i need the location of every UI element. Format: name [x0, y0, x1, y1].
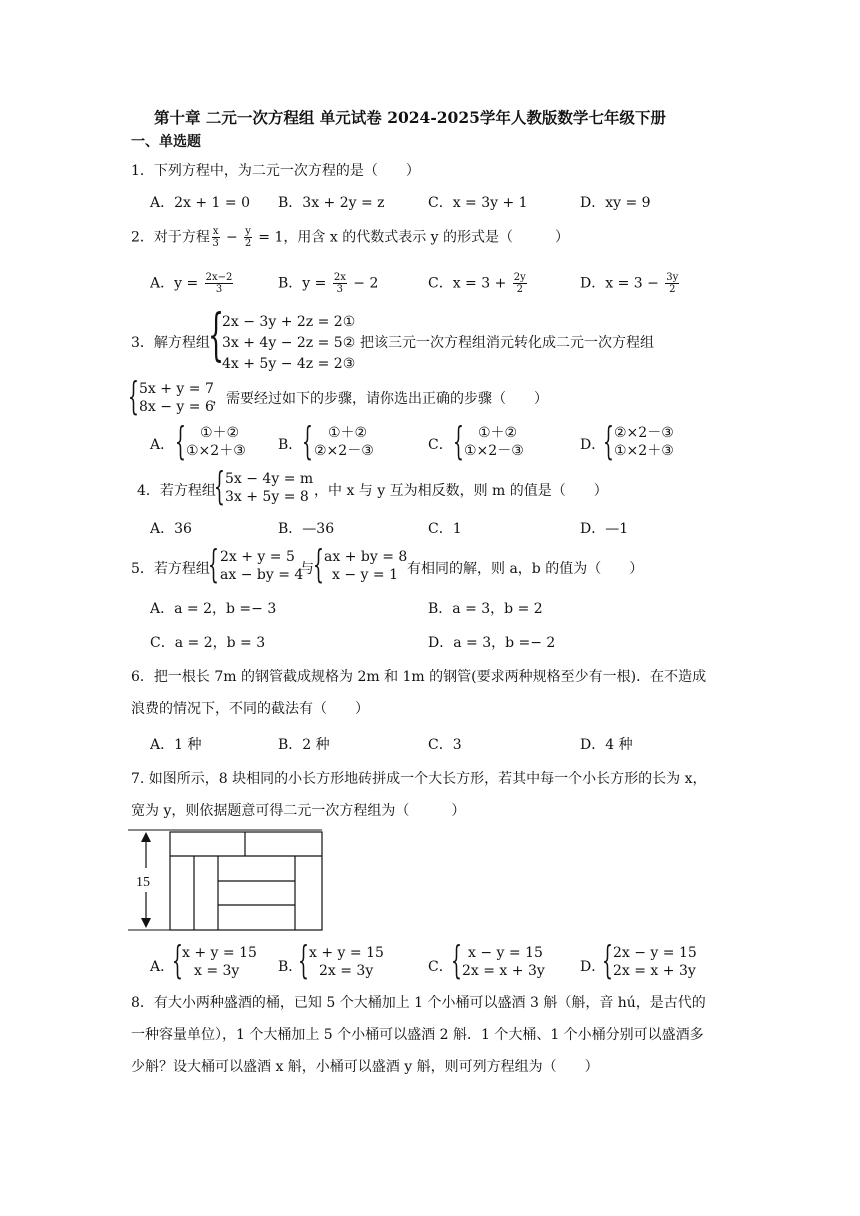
q5-brace-2: {	[313, 542, 324, 586]
q6-option-c[interactable]: C．3	[428, 737, 462, 753]
q2-stem: 2．对于方程 $\frac{x}{3}$ − $\frac{y}{2}$ = 1，用含 x 的代数式表示 y 的形式是（ ）	[131, 226, 570, 249]
section-heading: 一、单选题	[131, 134, 201, 150]
q5-option-d[interactable]: D．a = 3，b =− 2	[428, 635, 556, 651]
q5-system-2: ax + by = 8 x − y = 1	[324, 549, 408, 583]
q7-option-b[interactable]: B．	[278, 959, 303, 975]
q2-option-a[interactable]: A．y = $\frac{2x-2}{3}$	[150, 272, 233, 295]
page-title: 第十章 二元一次方程组 单元试卷 2024-2025学年人教版数学七年级下册	[154, 108, 666, 127]
q4-option-c[interactable]: C．1	[428, 521, 462, 537]
q4-system: 5x − 4y = m 3x + 5y = 8	[225, 471, 314, 505]
q5-stem-post: 有相同的解，则 a，b 的值为（ ）	[407, 561, 644, 577]
q4-stem-post: ，中 x 与 y 互为相反数，则 m 的值是（ ）	[314, 483, 608, 499]
q6-option-a[interactable]: A．1 种	[150, 737, 202, 753]
q4-stem-pre: 4．若方程组	[137, 483, 216, 499]
q6-option-b[interactable]: B．2 种	[278, 737, 330, 753]
q7-a-brace: {	[172, 938, 183, 982]
q3-stem-post2: ，需要经过如下的步骤，请你选出正确的步骤（ ）	[212, 391, 548, 407]
q3-target-brace: {	[128, 374, 139, 418]
q6-option-d[interactable]: D．4 种	[580, 737, 633, 753]
q8-line-1: 8．有大小两种盛酒的桶，已知 5 个大桶加上 1 个小桶可以盛酒 3 斛（斛，音 hú，是古代的	[131, 995, 706, 1011]
q4-option-b[interactable]: B．—36	[278, 521, 335, 537]
q3-stem-post: 把该三元一次方程组消元转化成二元一次方程组	[360, 335, 654, 351]
q8-line-3: 少斛？设大桶可以盛酒 x 斛，小桶可以盛酒 y 斛，则可列方程组为（ ）	[131, 1059, 599, 1075]
q7-option-a[interactable]: A．	[150, 959, 175, 975]
q3-a-steps: ①＋② ①×2＋③	[186, 425, 246, 459]
q3-stem-pre: 3．解方程组	[131, 335, 210, 351]
q3-option-d[interactable]: D．	[580, 437, 606, 453]
q3-option-b[interactable]: B．	[278, 437, 303, 453]
q7-d-system: 2x − y = 15 2x = x + 3y	[613, 945, 697, 979]
q4-option-d[interactable]: D．—1	[580, 521, 629, 537]
q2-option-d[interactable]: D．x = 3 − $\frac{3y}{2}$	[580, 272, 679, 295]
q7-c-system: x − y = 15 2x = x + 3y	[462, 945, 545, 979]
q7-d-brace: {	[602, 938, 613, 982]
q3-c-brace: {	[453, 419, 464, 463]
q5-system-1: 2x + y = 5 ax − by = 4	[220, 549, 304, 583]
q5-brace-1: {	[208, 542, 219, 586]
q7-line-2: 宽为 y，则依据题意可得二元一次方程组为（ ）	[131, 803, 466, 819]
q5-stem-mid: 与	[300, 561, 314, 577]
q6-line-2: 浪费的情况下，不同的截法有（ ）	[131, 701, 369, 717]
q3-d-steps: ②×2－③ ①×2＋③	[614, 425, 674, 459]
q7-c-brace: {	[451, 938, 462, 982]
q7-a-system: x + y = 15 x = 3y	[182, 945, 257, 979]
q3-option-c[interactable]: C．	[428, 437, 453, 453]
q5-stem-pre: 5．若方程组	[131, 561, 210, 577]
q5-option-c[interactable]: C．a = 2，b = 3	[150, 635, 266, 651]
q5-option-b[interactable]: B．a = 3，b = 2	[428, 601, 543, 617]
figure-height-label: 15	[136, 875, 150, 890]
q3-target-system: 5x + y = 7 8x − y = 6	[139, 381, 214, 415]
q3-system: 2x − 3y + 2z = 2① 3x + 4y − 2z = 5② 4x + 5y − 4z = 2③	[222, 314, 356, 372]
q7-option-d[interactable]: D．	[580, 959, 606, 975]
q3-b-steps: ①＋② ②×2－③	[314, 425, 374, 459]
q7-line-1: 7. 如图所示，8 块相同的小长方形地砖拼成一个大长方形，若其中每一个小长方形的长为 x，	[131, 771, 707, 787]
q1-option-b[interactable]: B．3x + 2y = z	[278, 195, 385, 211]
q3-b-brace: {	[302, 419, 313, 463]
q3-option-a[interactable]: A．	[150, 437, 175, 453]
q6-line-1: 6．把一根长 7m 的钢管截成规格为 2m 和 1m 的钢管(要求两种规格至少有一根)．在不造成	[131, 669, 707, 685]
q8-line-2: 一种容量单位），1 个大桶加上 5 个小桶可以盛酒 2 斛．1 个大桶、1 个小桶分别可以盛酒多	[131, 1027, 704, 1043]
q7-b-brace: {	[298, 938, 309, 982]
q3-a-brace: {	[175, 419, 186, 463]
q1-option-d[interactable]: D．xy = 9	[580, 195, 651, 211]
q3-c-steps: ①＋② ①×2－③	[464, 425, 524, 459]
q3-brace: {	[208, 303, 225, 368]
q1-option-c[interactable]: C．x = 3y + 1	[428, 195, 528, 211]
tile-rectangle-figure	[128, 828, 328, 934]
q2-option-c[interactable]: C．x = 3 + $\frac{2y}{2}$	[428, 272, 526, 295]
q7-option-c[interactable]: C．	[428, 959, 453, 975]
q1-stem: 1．下列方程中，为二元一次方程的是（ ）	[131, 163, 420, 179]
q4-option-a[interactable]: A．36	[150, 521, 192, 537]
q7-b-system: x + y = 15 2x = 3y	[309, 945, 384, 979]
q5-option-a[interactable]: A．a = 2，b =− 3	[150, 601, 277, 617]
q3-d-brace: {	[603, 419, 614, 463]
q2-option-b[interactable]: B．y = $\frac{2x}{3}$ − 2	[278, 272, 379, 295]
q4-brace: {	[214, 464, 225, 508]
q1-option-a[interactable]: A．2x + 1 = 0	[150, 195, 250, 211]
